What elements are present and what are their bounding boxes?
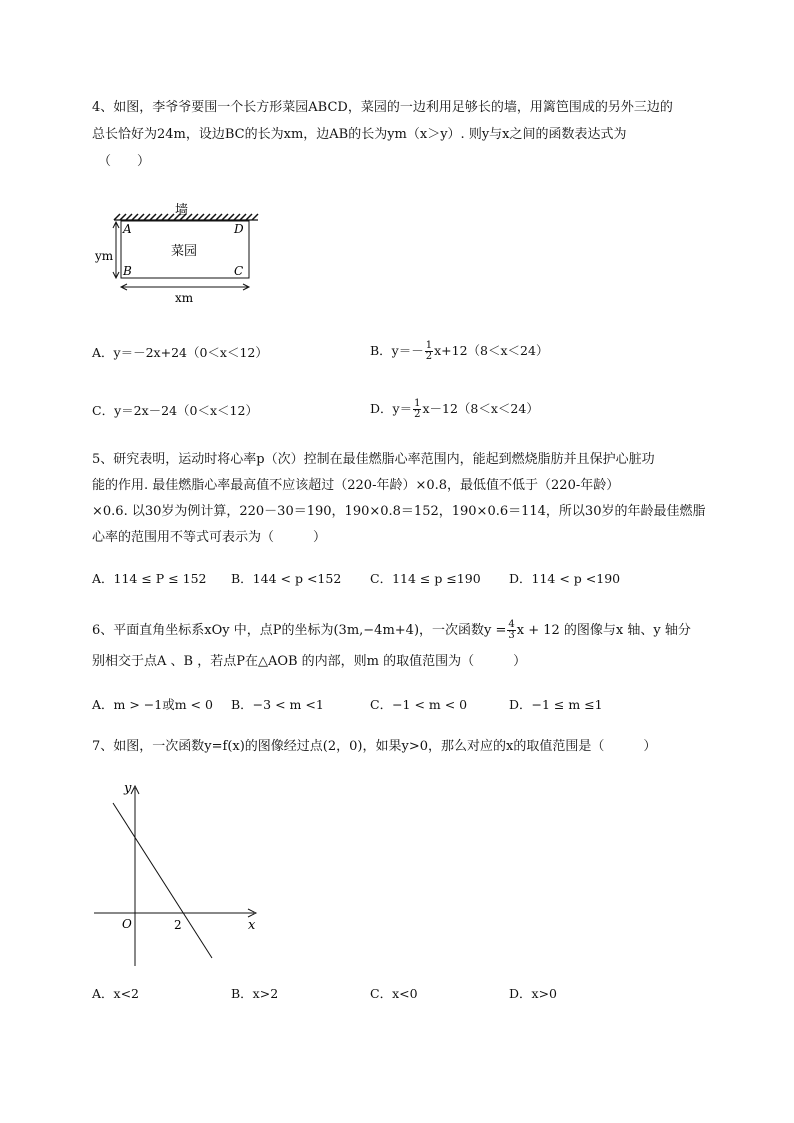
y-axis-label: y xyxy=(124,781,132,796)
q5-option-d[interactable]: D．114 < p <190 xyxy=(509,571,621,586)
q4-text-line1: 4、如图，李爷爷要围一个长方形菜园ABCD，菜园的一边利用足够长的墙，用篱笆围成的另外三边的 xyxy=(92,100,673,115)
q5-option-a[interactable]: A．114 ≤ P ≤ 152 xyxy=(92,571,207,586)
q6-option-a[interactable]: A．m > −1或m < 0 xyxy=(92,697,213,712)
q7-option-d[interactable]: D．x>0 xyxy=(509,986,557,1001)
q4-answer-paren: （ ） xyxy=(98,154,151,169)
q6-option-c[interactable]: C．−1 < m < 0 xyxy=(370,697,468,712)
q6-text-line2: 别相交于点A 、B ，若点P在△AOB 的内部，则m 的取值范围为（ ） xyxy=(92,654,527,669)
vertex-D: D xyxy=(234,222,244,236)
q5-text-line1: 5、研究表明，运动时将心率p（次）控制在最佳燃脂心率范围内，能起到燃烧脂肪并且保护心脏功 xyxy=(92,452,655,467)
q4-text-line2: 总长恰好为24m，设边BC的长为xm，边AB的长为ym（x＞y）. 则y与x之间的函数表达式为 xyxy=(92,127,627,142)
x-axis-label: x xyxy=(248,918,256,933)
q5-text-line4: 心率的范围用不等式可表示为（ ） xyxy=(92,530,327,545)
q6-option-b[interactable]: B．−3 < m <1 xyxy=(231,697,324,712)
vertex-B: B xyxy=(123,264,132,278)
q6-text-line1: 6、平面直角坐标系xOy 中，点P的坐标为(3m,−4m+4)，一次函数y = $\frac{4}{3}$ x + 12 的图像与x 轴、y 轴分 xyxy=(92,619,691,641)
x-intercept-label: 2 xyxy=(174,918,182,932)
q4-option-b[interactable]: B．y＝－ $\frac{1}{2}$ x+12（8＜x＜24） xyxy=(370,340,549,362)
q4-option-c[interactable]: C．y＝2x－24（0＜x＜12） xyxy=(92,403,258,418)
q5-option-b[interactable]: B．144 < p <152 xyxy=(231,571,342,586)
q7-option-c[interactable]: C．x<0 xyxy=(370,986,418,1001)
garden-label: 菜园 xyxy=(171,244,198,259)
wall-label: 墙 xyxy=(175,203,189,218)
q4-option-a[interactable]: A．y＝－2x+24（0＜x＜12） xyxy=(92,345,268,360)
vertex-A: A xyxy=(123,222,132,236)
origin-label: O xyxy=(122,917,132,931)
q5-text-line2: 能的作用. 最佳燃脂心率最高值不应该超过（220-年龄）×0.8，最低值不低于（220-年龄） xyxy=(92,478,620,493)
function-line xyxy=(113,803,212,958)
vertex-C: C xyxy=(234,264,244,278)
q6-option-d[interactable]: D．−1 ≤ m ≤1 xyxy=(509,697,603,712)
q5-option-c[interactable]: C．114 ≤ p ≤190 xyxy=(370,571,481,586)
q7-text-line1: 7、如图，一次函数y=f(x)的图像经过点(2，0)，如果y>0，那么对应的x的取值范围是（ ） xyxy=(92,739,657,754)
xm-label: xm xyxy=(175,291,194,305)
ym-label: ym xyxy=(95,249,114,263)
q4-option-d[interactable]: D．y＝ $\frac{1}{2}$ x－12（8＜x＜24） xyxy=(370,398,539,420)
q7-option-b[interactable]: B．x>2 xyxy=(231,986,279,1001)
q7-option-a[interactable]: A．x<2 xyxy=(92,986,140,1001)
q5-text-line3: ×0.6. 以30岁为例计算，220－30＝190，190×0.8＝152，190×0.6＝114，所以30岁的年龄最佳燃脂 xyxy=(92,504,706,519)
